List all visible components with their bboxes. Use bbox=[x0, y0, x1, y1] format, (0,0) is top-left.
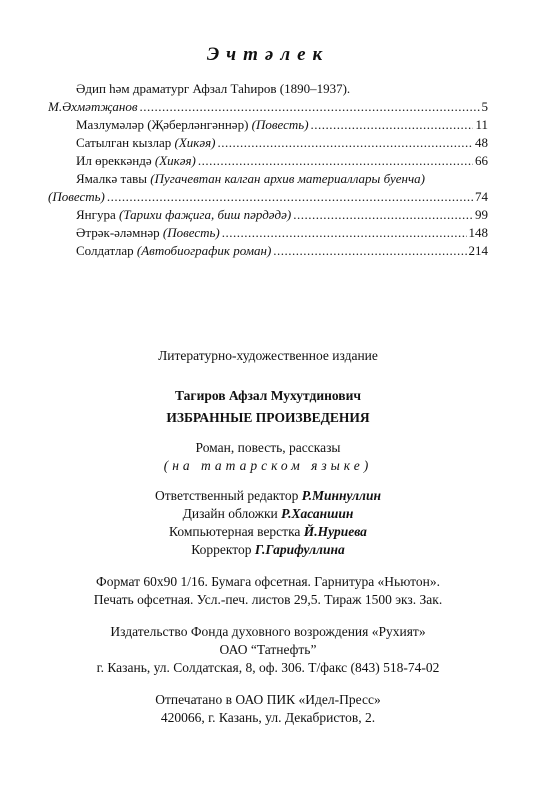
toc-leader-dots bbox=[198, 152, 473, 170]
toc-leader-dots bbox=[218, 134, 473, 152]
format-line-1: Формат 60х90 1/16. Бумага офсетная. Гарнитура «Ньютон». bbox=[96, 574, 440, 589]
toc-page-number: 11 bbox=[475, 117, 488, 132]
toc-page-number: 99 bbox=[475, 207, 488, 222]
book-title: ИЗБРАННЫЕ ПРОИЗВЕДЕНИЯ bbox=[166, 410, 370, 425]
toc-leader-dots bbox=[140, 98, 480, 116]
publisher-line-1: Издательство Фонда духовного возрождения «Рухият» bbox=[110, 624, 426, 639]
book-language: (на татарском языке) bbox=[163, 458, 373, 473]
book-author: Тагиров Афзал Мухутдинович bbox=[175, 388, 361, 403]
credit-cover-design: Дизайн обложки Р.Хасаншин bbox=[182, 506, 354, 521]
credit-editor: Ответственный редактор Р.Миннуллин bbox=[155, 488, 381, 503]
toc-entry: Ил өреккәндә (Хикәя) ..... 66 bbox=[48, 152, 488, 170]
toc-page-number: 48 bbox=[475, 135, 488, 150]
toc-leader-dots bbox=[293, 206, 473, 224]
publisher-line-2: ОАО “Татнефть” bbox=[219, 642, 317, 657]
toc-page-number: 66 bbox=[475, 153, 488, 168]
toc-entry: Әтрәк-әләмнәр (Повесть) ..... 148 bbox=[48, 224, 488, 242]
toc-title: Эчтәлек bbox=[206, 44, 330, 65]
publisher-address: г. Казань, ул. Солдатская, 8, оф. 306. Т/факс (843) 518-74-02 bbox=[96, 660, 440, 675]
printer-address: 420066, г. Казань, ул. Декабристов, 2. bbox=[160, 710, 376, 725]
printer-line-1: Отпечатано в ОАО ПИК «Идел-Пресс» bbox=[155, 692, 381, 707]
credit-layout: Компьютерная верстка Й.Нуриева bbox=[169, 524, 367, 539]
table-of-contents bbox=[48, 80, 488, 260]
toc-entry-intro bbox=[48, 98, 488, 116]
toc-entry-author: М.Әхмәтҗанов bbox=[48, 99, 138, 114]
toc-entry: Мазлумәләр (Җәберләнгәннәр) (Повесть) ..... 11 bbox=[48, 116, 488, 134]
toc-page-number: 74 bbox=[475, 189, 488, 204]
toc-entry: Янгура (Тарихи фаҗига, биш пәрдәдә) ..... 99 bbox=[48, 206, 488, 224]
toc-entry-intro-title: Әдип һәм драматург Афзал Таһиров (1890–1937). bbox=[76, 81, 351, 96]
toc-leader-dots bbox=[107, 188, 473, 206]
toc-page-number: 214 bbox=[468, 243, 488, 258]
toc-leader-dots bbox=[273, 242, 466, 260]
book-genres: Роман, повесть, рассказы bbox=[195, 440, 341, 455]
toc-entry: Солдатлар (Автобиографик роман) ..... 214 bbox=[48, 242, 488, 260]
toc-leader-dots bbox=[311, 116, 474, 134]
credit-proofreader: Корректор Г.Гарифуллина bbox=[191, 542, 345, 557]
edition-type: Литературно-художественное издание bbox=[158, 348, 378, 363]
toc-entry: Ямалкә тавы (Пугачевтан калган архив материаллары буенча) bbox=[76, 171, 425, 186]
toc-page-number: 148 bbox=[468, 225, 488, 240]
toc-leader-dots bbox=[222, 224, 467, 242]
toc-page-number: 5 bbox=[481, 99, 488, 114]
toc-entry-continued: (Повесть) ..... 74 bbox=[48, 188, 488, 206]
toc-entry: Сатылган кызлар (Хикәя) ..... 48 bbox=[48, 134, 488, 152]
format-line-2: Печать офсетная. Усл.-печ. листов 29,5. Тираж 1500 экз. Зак. bbox=[93, 592, 443, 607]
